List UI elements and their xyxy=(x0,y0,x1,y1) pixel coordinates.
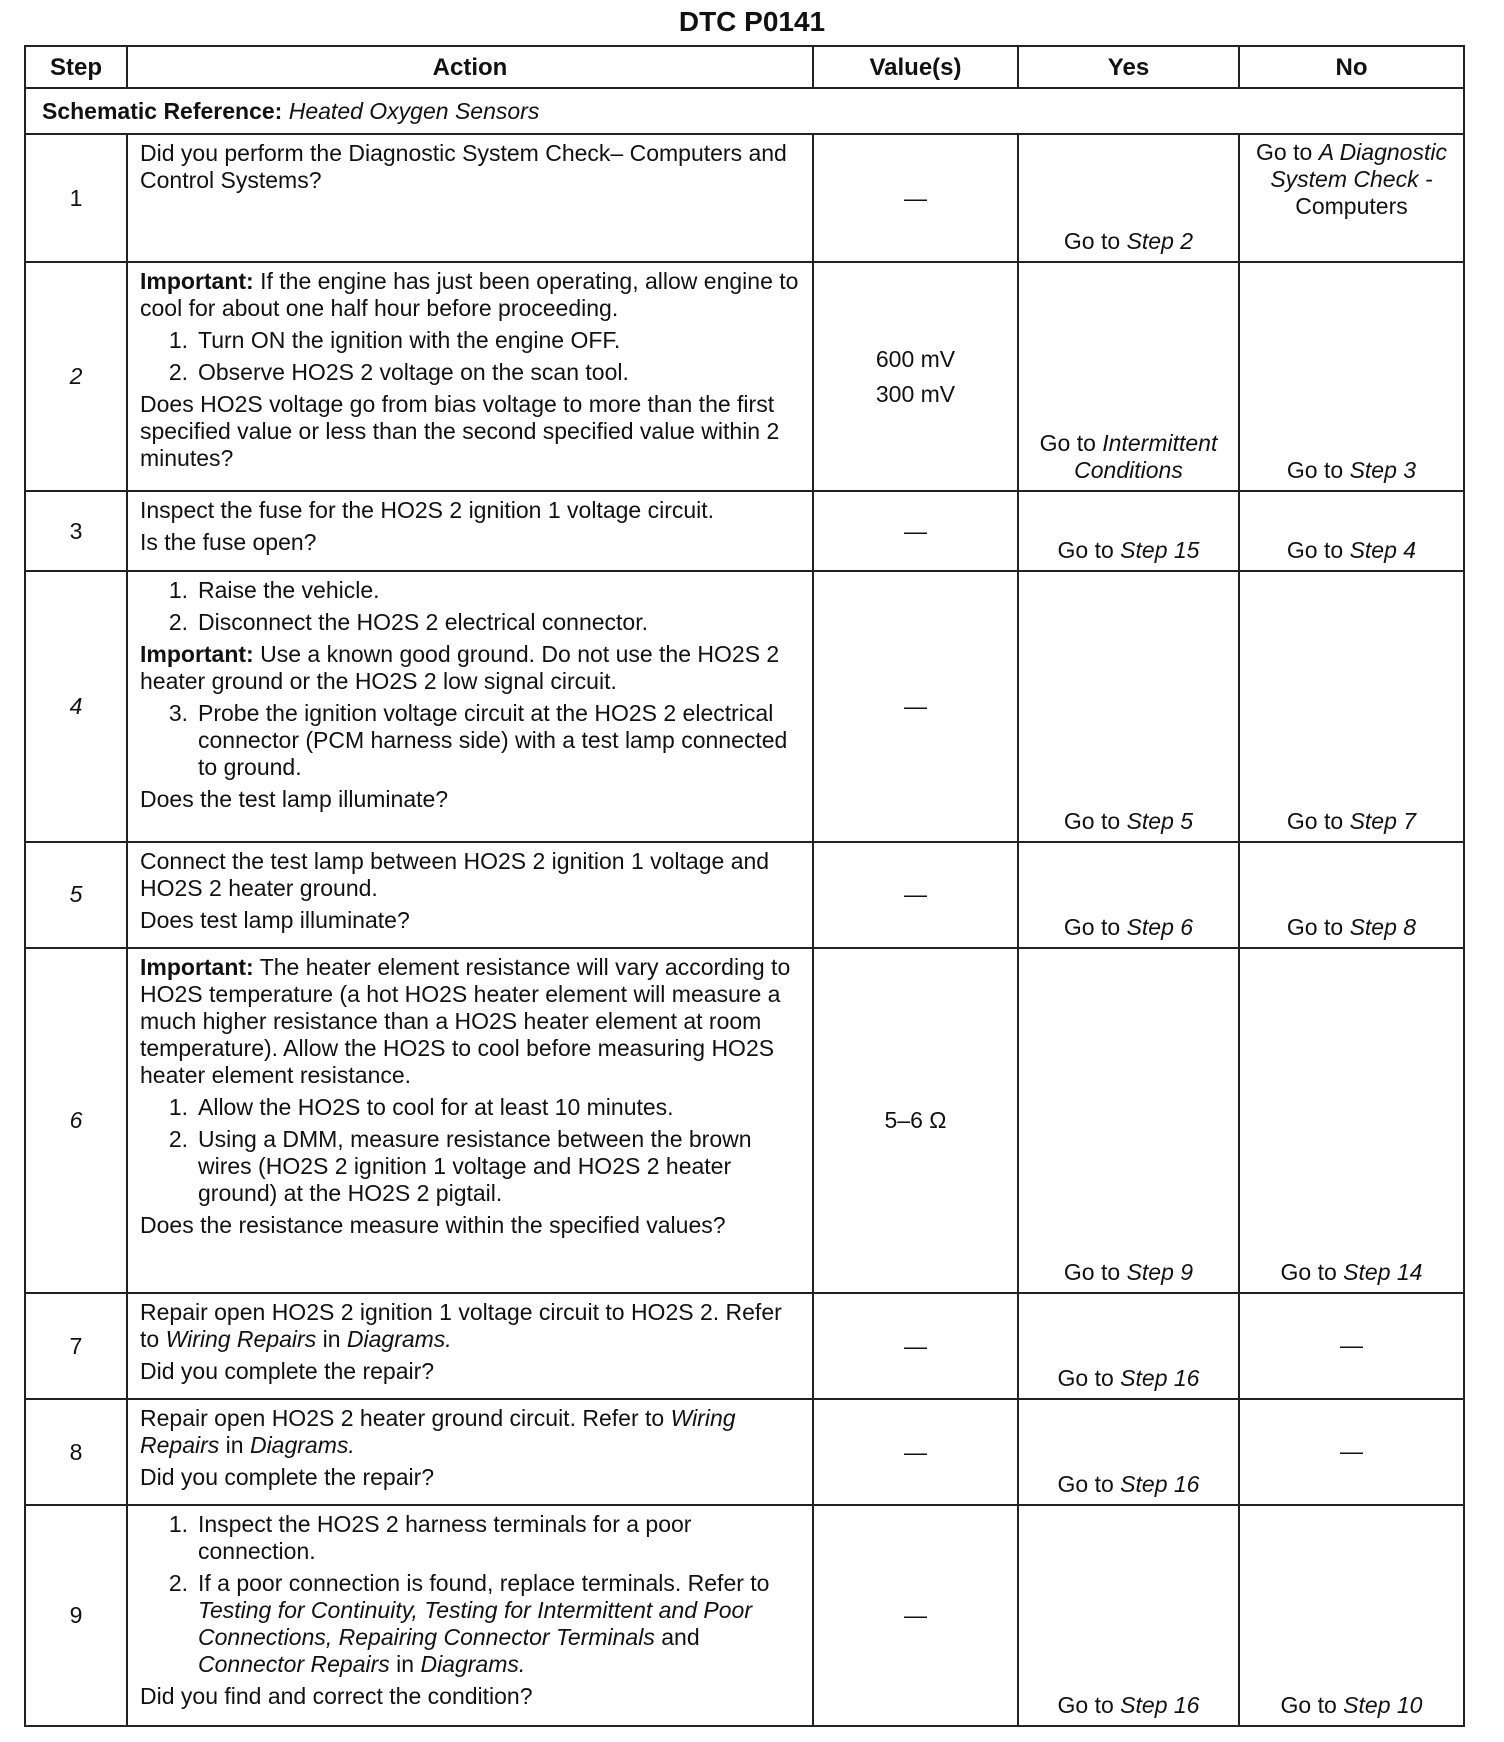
action-text: Inspect the fuse for the HO2S 2 ignition 1 voltage circuit. xyxy=(140,496,715,523)
value-cell xyxy=(813,1505,1018,1726)
yes-target: Step 2 xyxy=(1126,228,1194,255)
no-cell xyxy=(1239,842,1464,948)
list-item xyxy=(140,700,800,781)
step-number: 5 xyxy=(25,842,127,948)
yes-cell xyxy=(1018,134,1239,262)
reference-link: Diagrams. xyxy=(249,1432,355,1459)
item-text: Using a DMM, measure resistance between the brown wires (HO2S 2 ignition 1 voltage and HO2S 2 heater ground) at the HO2S 2 pigtail. xyxy=(198,1126,752,1207)
no-target: Step 3 xyxy=(1349,456,1417,483)
no-cell xyxy=(1239,1505,1464,1726)
question-text: Did you complete the repair? xyxy=(140,1357,435,1384)
item-text: Inspect the HO2S 2 harness terminals for a poor connection. xyxy=(198,1511,692,1565)
item-number: 1. xyxy=(168,327,188,354)
value-cell xyxy=(813,1399,1018,1505)
yes-cell xyxy=(1018,1293,1239,1399)
no-prefix: Go to xyxy=(1286,807,1344,834)
important-label: Important: xyxy=(140,268,254,295)
question-text: Did you complete the repair? xyxy=(140,1464,435,1491)
value-1: 600 mV xyxy=(875,345,956,372)
no-target: A Diagnostic System Check - xyxy=(1270,139,1447,193)
value-cell xyxy=(813,571,1018,842)
reference-link: Diagrams. xyxy=(420,1651,526,1678)
item-text: Observe HO2S 2 voltage on the scan tool. xyxy=(198,359,629,386)
item-text: Disconnect the HO2S 2 electrical connector. xyxy=(198,609,649,636)
value-dash: — xyxy=(904,692,927,719)
yes-cell xyxy=(1018,1399,1239,1505)
action-cell xyxy=(127,491,813,571)
action-cell xyxy=(127,948,813,1293)
list-item xyxy=(140,359,800,386)
value-cell xyxy=(813,491,1018,571)
no-target: Step 7 xyxy=(1349,807,1417,834)
item-number: 2. xyxy=(168,359,188,386)
no-cell xyxy=(1239,571,1464,842)
table-row xyxy=(25,571,1464,842)
action-cell xyxy=(127,1505,813,1726)
no-suffix: Computers xyxy=(1295,193,1408,220)
list-item xyxy=(140,1570,800,1678)
action-cell xyxy=(127,134,813,262)
item-in: in xyxy=(396,1651,415,1678)
item-text: Probe the ignition voltage circuit at the HO2S 2 electrical connector (PCM harness side) with a test lamp connected to ground. xyxy=(198,700,788,781)
item-number: 2. xyxy=(168,609,188,636)
value-cell xyxy=(813,842,1018,948)
table-row xyxy=(25,134,1464,262)
reference-link: Diagrams. xyxy=(346,1325,452,1352)
yes-prefix: Go to xyxy=(1057,1471,1114,1498)
item-number: 1. xyxy=(168,1094,188,1121)
header-no: No xyxy=(1239,46,1464,88)
value-cell xyxy=(813,948,1018,1293)
no-cell xyxy=(1239,262,1464,491)
item-and: and xyxy=(661,1624,700,1651)
yes-prefix: Go to xyxy=(1063,807,1121,834)
question-text: Does test lamp illuminate? xyxy=(140,906,410,933)
yes-cell xyxy=(1018,1505,1239,1726)
no-cell xyxy=(1239,1293,1464,1399)
item-text: Allow the HO2S to cool for at least 10 minutes. xyxy=(198,1094,674,1121)
important-label: Important: xyxy=(140,641,254,668)
header-row xyxy=(25,46,1464,88)
action-cell xyxy=(127,842,813,948)
yes-prefix: Go to xyxy=(1063,1258,1121,1285)
value-dash: — xyxy=(904,1602,927,1629)
action-text xyxy=(140,1405,800,1459)
yes-target: Step 15 xyxy=(1120,537,1200,564)
action-pre: Repair open HO2S 2 heater ground circuit. Refer to xyxy=(140,1405,665,1432)
question-text: Is the fuse open? xyxy=(140,528,317,555)
list-item xyxy=(140,577,800,604)
reference-link: Wiring Repairs xyxy=(140,1405,736,1459)
value-cell xyxy=(813,1293,1018,1399)
no-prefix: Go to xyxy=(1280,1258,1337,1285)
list-item xyxy=(140,609,800,636)
no-cell xyxy=(1239,134,1464,262)
action-cell xyxy=(127,571,813,842)
reference-link: Wiring Repairs xyxy=(165,1325,317,1352)
action-in: in xyxy=(225,1432,244,1459)
step-number: 8 xyxy=(25,1399,127,1505)
schematic-reference xyxy=(25,88,1464,134)
no-prefix: Go to xyxy=(1256,139,1313,166)
item-pre: If a poor connection is found, replace terminals. Refer to xyxy=(198,1570,770,1597)
step-number: 1 xyxy=(25,134,127,262)
yes-prefix: Go to xyxy=(1063,914,1121,941)
reference-link: Testing for Continuity, Testing for Intermittent and Poor Connections, Repairing Connector Terminals xyxy=(198,1597,752,1651)
header-action: Action xyxy=(127,46,813,88)
no-prefix: Go to xyxy=(1286,456,1344,483)
no-cell xyxy=(1239,1399,1464,1505)
action-text: Did you perform the Diagnostic System Check– Computers and Control Systems? xyxy=(140,140,787,194)
action-text xyxy=(140,1299,800,1353)
yes-target: Step 16 xyxy=(1120,1471,1200,1498)
important-note xyxy=(140,268,800,322)
yes-target: Step 9 xyxy=(1126,1258,1194,1285)
step-number: 2 xyxy=(25,262,127,491)
no-prefix: Go to xyxy=(1280,1692,1337,1718)
resistance-value: 5–6 Ω xyxy=(884,1106,947,1133)
value-cell xyxy=(813,262,1018,491)
step-number: 7 xyxy=(25,1293,127,1399)
no-prefix: Go to xyxy=(1286,914,1344,941)
question-text: Does the test lamp illuminate? xyxy=(140,786,449,813)
yes-prefix: Go to xyxy=(1039,429,1096,456)
important-text: If the engine has just been operating, allow engine to cool for about one half hour before proceeding. xyxy=(140,268,799,322)
table-row xyxy=(25,1399,1464,1505)
list-item xyxy=(140,1511,800,1565)
yes-prefix: Go to xyxy=(1057,537,1114,564)
question-text: Does HO2S voltage go from bias voltage to more than the first specified value or less than the second specified value within 2 minutes? xyxy=(140,391,780,472)
item-number: 3. xyxy=(168,700,188,727)
action-pre: Repair open HO2S 2 ignition 1 voltage circuit to HO2S 2. Refer to xyxy=(140,1298,782,1352)
question-text: Did you find and correct the condition? xyxy=(140,1683,533,1710)
no-cell xyxy=(1239,491,1464,571)
action-in: in xyxy=(322,1325,341,1352)
table-row xyxy=(25,262,1464,491)
value-dash: — xyxy=(904,1332,927,1359)
action-cell xyxy=(127,262,813,491)
yes-target: Step 6 xyxy=(1126,914,1194,941)
question-text: Does the resistance measure within the specified values? xyxy=(140,1212,726,1239)
yes-prefix: Go to xyxy=(1057,1365,1114,1392)
important-note xyxy=(140,641,800,695)
value-dash: — xyxy=(904,1438,927,1465)
yes-cell xyxy=(1018,948,1239,1293)
yes-cell xyxy=(1018,842,1239,948)
value-2: 300 mV xyxy=(875,380,956,407)
value-cell xyxy=(813,134,1018,262)
no-cell xyxy=(1239,948,1464,1293)
table-row xyxy=(25,1505,1464,1726)
table-row xyxy=(25,491,1464,571)
schematic-label: Schematic Reference: xyxy=(42,97,283,124)
list-item xyxy=(140,1094,800,1121)
no-target: Step 4 xyxy=(1349,537,1417,564)
action-text: Connect the test lamp between HO2S 2 ignition 1 voltage and HO2S 2 heater ground. xyxy=(140,847,770,901)
no-prefix: Go to xyxy=(1286,537,1344,564)
item-number: 1. xyxy=(168,1511,188,1538)
schematic-row xyxy=(25,88,1464,134)
table-row xyxy=(25,1293,1464,1399)
step-number: 4 xyxy=(25,571,127,842)
value-dash: — xyxy=(904,517,927,544)
yes-target: Step 5 xyxy=(1126,807,1194,834)
action-cell xyxy=(127,1399,813,1505)
item-text: Raise the vehicle. xyxy=(198,577,380,604)
yes-cell xyxy=(1018,571,1239,842)
reference-link: Connector Repairs xyxy=(198,1651,390,1678)
item-text: Turn ON the ignition with the engine OFF. xyxy=(198,327,621,354)
yes-target: Step 16 xyxy=(1120,1365,1200,1392)
step-number: 3 xyxy=(25,491,127,571)
item-number: 2. xyxy=(168,1126,188,1153)
list-item xyxy=(140,327,800,354)
important-label: Important: xyxy=(140,954,254,981)
no-target: Step 8 xyxy=(1349,914,1417,941)
step-number: 6 xyxy=(25,948,127,1293)
table-row xyxy=(25,948,1464,1293)
yes-target: Step 16 xyxy=(1120,1692,1200,1718)
header-values: Value(s) xyxy=(813,46,1018,88)
item-number: 1. xyxy=(168,577,188,604)
list-item xyxy=(140,1126,800,1207)
yes-prefix: Go to xyxy=(1063,228,1121,255)
yes-cell xyxy=(1018,491,1239,571)
action-cell xyxy=(127,1293,813,1399)
yes-prefix: Go to xyxy=(1057,1692,1114,1718)
important-text: The heater element resistance will vary according to HO2S temperature (a hot HO2S heater element will measure a much higher resistance than a HO2S heater element at room temperature). Allow the HO2S to cool before measuring HO2S heater element resistance. xyxy=(140,954,791,1089)
diagnostic-table xyxy=(24,45,1465,1727)
important-text: Use a known good ground. Do not use the HO2S 2 heater ground or the HO2S 2 low signal circuit. xyxy=(140,641,780,695)
no-target: Step 14 xyxy=(1343,1258,1423,1285)
value-dash: — xyxy=(904,881,927,908)
page-title: DTC P0141 xyxy=(678,6,826,37)
schematic-value: Heated Oxygen Sensors xyxy=(288,97,540,124)
no-dash: — xyxy=(1340,1331,1363,1358)
header-step: Step xyxy=(25,46,127,88)
step-number: 9 xyxy=(25,1505,127,1726)
item-text xyxy=(198,1570,800,1678)
no-target: Step 10 xyxy=(1343,1692,1423,1718)
yes-cell xyxy=(1018,262,1239,491)
item-number: 2. xyxy=(168,1570,188,1597)
value-dash: — xyxy=(904,184,927,211)
no-dash: — xyxy=(1340,1437,1363,1464)
important-note xyxy=(140,954,800,1089)
header-yes: Yes xyxy=(1018,46,1239,88)
yes-target: Intermittent Conditions xyxy=(1074,429,1218,483)
table-row xyxy=(25,842,1464,948)
